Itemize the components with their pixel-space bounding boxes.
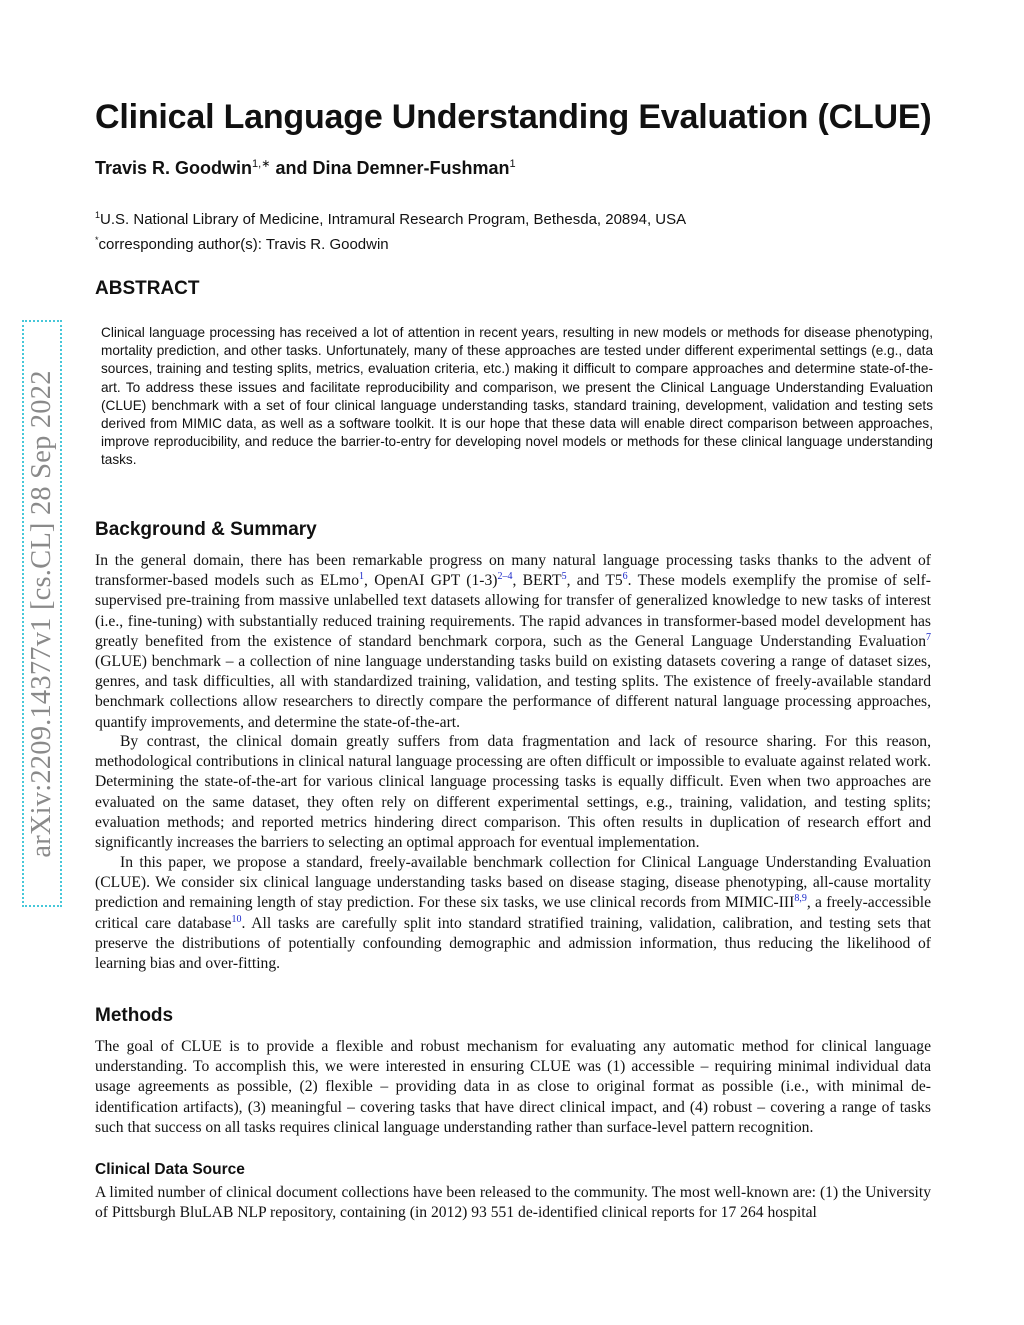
author-affiliation-mark: 1,∗ [252, 158, 271, 170]
author-conjunction: and [275, 158, 308, 178]
author-name: Dina Demner-Fushman [312, 158, 510, 178]
affiliation-mark: 1 [95, 210, 101, 220]
methods-heading: Methods [95, 1005, 174, 1026]
abstract-text: Clinical language processing has received a lot of attention in recent years, resulting in new models or methods for disease phenotyping, mortality prediction, and other tasks. Unfortunately, many of these approaches are tested under different experimental settings (e.g., data sources, training and testing splits, metrics, evaluation criteria, etc.) making it difficult to compare approaches and determine state-of-the-art. To address these issues and facilitate reproducibility and comparison, we present the Clinical Language Understanding Evaluation (CLUE) benchmark with a set of four clinical language understanding tasks, standard training, development, validation and testing sets derived from MIMIC data, as well as a software toolkit. It is our hope that these data will enable direct comparison between approaches, improve reproducibility, and reduce the barrier-to-entry for developing novel models or methods for these clinical language understanding tasks. [101, 325, 933, 468]
affiliation-line [95, 205, 686, 230]
citation-link[interactable]: 7 [926, 631, 931, 643]
paper-title: Clinical Language Understanding Evaluation (CLUE) [95, 98, 932, 136]
clinical-data-source-heading: Clinical Data Source [95, 1161, 245, 1178]
citation-link[interactable]: 2–4 [497, 571, 513, 583]
citation-link[interactable]: 5 [561, 571, 567, 583]
background-heading: Background & Summary [95, 519, 317, 540]
author-affiliation-mark: 1 [509, 158, 516, 170]
citation-link[interactable]: 6 [622, 571, 628, 583]
background-paragraph-2: By contrast, the clinical domain greatly suffers from data fragmentation and lack of resource sharing. For this reason, methodological contributions in clinical natural language processing are often difficult or impossible to evaluate against related work. Determining the state-of-the-art for various clinical language processing tasks is equally difficult. Even when two approaches are evaluated on the same dataset, they often rely on different experimental settings, e.g., training, validation, and testing splits; evaluation methods; and reported metrics hindering direct comparison. This often results in duplication of research effort and significantly increases the barriers to selecting an optimal approach for eventual implementation. [95, 733, 931, 852]
citation-link[interactable]: 8,9 [794, 893, 807, 905]
corresponding-author-text: corresponding author(s): Travis R. Goodwin [98, 236, 389, 253]
citation-link[interactable]: 1 [359, 571, 364, 583]
corresponding-author-line [95, 230, 686, 255]
affiliation-text: U.S. National Library of Medicine, Intramural Research Program, Bethesda, 20894, USA [100, 211, 687, 228]
citation-link[interactable]: 10 [231, 913, 242, 925]
author-name: Travis R. Goodwin [95, 158, 253, 178]
affiliation-mark: * [95, 235, 99, 245]
abstract-heading: ABSTRACT [95, 278, 200, 299]
background-paragraph-1: In the general domain, there has been remarkable progress on many natural language processing tasks thanks to the advent of transformer-based models such as ELmo$^1$, OpenAI GPT (1-3)$^{2-4}$, BERT$^5$, and T5$^6$. These models exemplify the promise of self-supervised pre-training from massive unlabelled text datasets allowing for transfer of generalized knowledge to new tasks of interest (i.e., fine-tuning) with substantially reduced training requirements. The rapid advances in transformer-based model development has greatly benefited from the existence of standard benchmark corpora, such as the General Language Understanding Evaluation$^7$ (GLUE) benchmark – a collection of nine language understanding tasks build on existing datasets covering a range of dataset sizes, genres, and task difficulties, all with standardized training, validation, and testing splits. The existence of freely-available standard benchmark collections allow researchers to directly compare the performance of different natural language processing approaches, quantify improvements, and determine the state-of-the-art. [95, 552, 931, 731]
arxiv-identifier: arXiv:2209.14377v1 [cs.CL] 28 Sep 2022 [26, 370, 57, 858]
author-list [95, 157, 516, 179]
clinical-data-source-paragraph: A limited number of clinical document collections have been released to the community. The most well-known are: (1) the University of Pittsburgh BluLAB NLP repository, containing (in 2012) 93 551 de-identified clinical reports for 17 264 hospital [95, 1184, 931, 1222]
background-paragraph-3: In this paper, we propose a standard, freely-available benchmark collection for Clinical Language Understanding Evaluation (CLUE). We consider six clinical language understanding tasks based on disease staging, disease phenotyping, all-cause mortality prediction and remaining length of stay prediction. For these six tasks, we use clinical records from MIMIC-III$^{8,9}$, a freely-accessible critical care database$^{10}$. All tasks are carefully split into standard stratified training, validation, calibration, and testing sets that preserve the distributions of potentially confounding demographic and admission information, thus reducing the likelihood of learning bias and over-fitting. [95, 854, 932, 973]
methods-paragraph-1: The goal of CLUE is to provide a flexible and robust mechanism for evaluating any automatic method for clinical language understanding. To accomplish this, we were interested in ensuring CLUE was (1) accessible – requiring minimal individual data usage agreements as possible, (2) flexible – providing data in as close to original format as possible (i.e., with minimal de-identification artifacts), (3) meaningful – covering tasks that have direct clinical impact, and (4) robust – covering a range of tasks such that success on all tasks requires clinical language understanding rather than surface-level pattern recognition. [95, 1038, 931, 1136]
affiliations [95, 205, 686, 255]
